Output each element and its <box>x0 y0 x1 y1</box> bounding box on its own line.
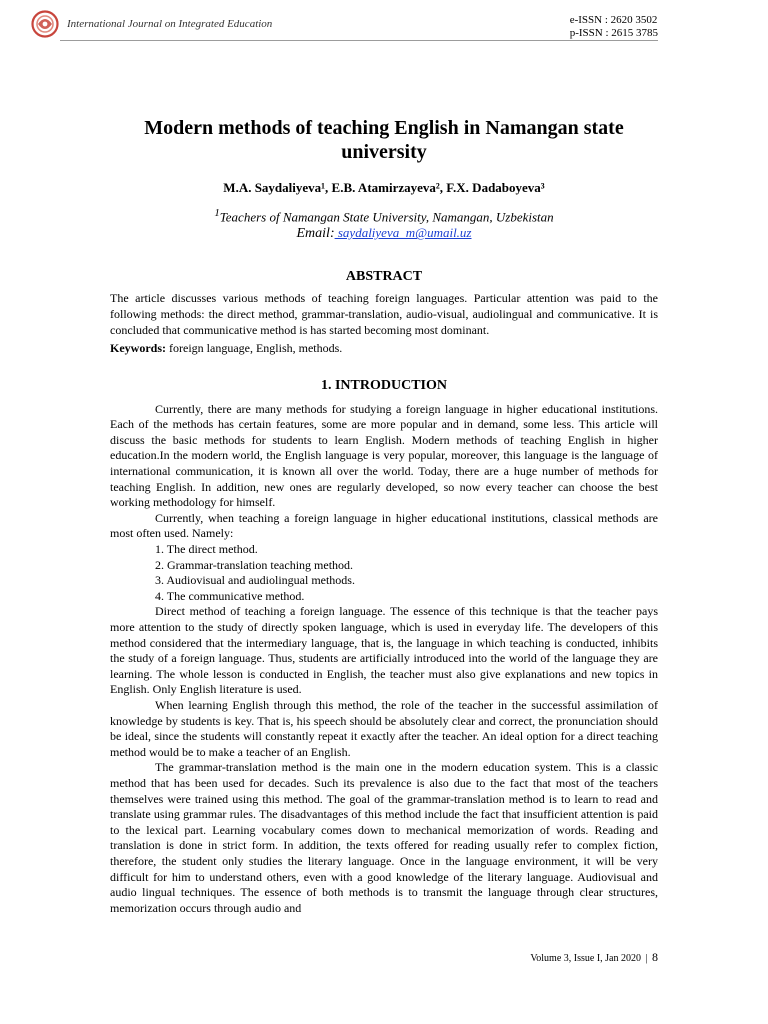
paragraph: Direct method of teaching a foreign language. The essence of this technique is that the teacher pays more attention to the study of directly spoken language, which is used in everyday life. The developers of this method considered that the intermediary language, that is, the language in which teaching is conducted, inhibits the study of a foreign language. Thus, students are artificially introduced into the world of the language they are learning. The whole lesson is conducted in English, the teacher must also give explanations and new topics in English. Only English literature is used. <box>110 604 658 697</box>
journal-name: International Journal on Integrated Education <box>67 18 273 30</box>
paragraph: Currently, when teaching a foreign language in higher educational institutions, classical methods are most often used. Namely: <box>110 510 658 541</box>
paper-title: Modern methods of teaching English in Namangan state university <box>144 117 624 163</box>
volume-info: Volume 3, Issue I, Jan 2020 <box>530 953 641 964</box>
paragraph: The grammar-translation method is the main one in the modern education system. This is a classic method that has been used for decades. Such its prevalence is also due to the fact that most of the teachers themselves were trained using this method. The goal of the grammar-translation method is to learn to read and translate using grammar rules. The disadvantages of this method include the fact that insufficient attention is paid to the lexical part. Learning vocabulary comes down to mechanical memorization of words. Reading and translation is done in strict form. In addition, the texts offered for reading usually refer to complex fiction, therefore, the student only studies the literary language. Once in the language environment, it will be very difficult for him to understand others, even with a good knowledge of the literary language. Audiovisual and audio lingual techniques. The essence of both methods is to transmit the language through clear structures, memorization occurs through audio and <box>110 760 658 915</box>
keywords <box>110 341 658 357</box>
paper-body <box>110 110 658 916</box>
paragraph: When learning English through this method, the role of the teacher in the successful assimilation of knowledge by students is key. That is, his speech should be absolutely clear and correct, the pronunciation should be ideal, since the students will constantly repeat it exactly after the teacher. An ideal option for a direct teaching method would be to make a teacher of an English. <box>110 697 658 759</box>
page-footer <box>530 950 658 965</box>
email-label: Email: <box>296 226 335 242</box>
introduction-heading: 1. INTRODUCTION <box>320 377 447 393</box>
eissn: e-ISSN : 2620 3502 <box>569 14 658 26</box>
issn-block <box>570 14 658 40</box>
affiliation-marker: 1 <box>214 207 220 219</box>
page-header <box>0 0 768 60</box>
paragraph: Currently, there are many methods for studying a foreign language in higher educational institutions. Each of the methods has certain features, some are more popular and in demand, some less. This article will discuss the basic methods for students to learn English. Modern methods of teaching English in higher education.In the modern world, the English language is very popular, moreover, this language is the language of international communication, it is known all over the world. Today, there are a huge number of methods for teaching English. In addition, new ones are regularly developed, so now every teacher can choose the best working methodology for himself. <box>110 401 658 510</box>
list-item: 2. Grammar-translation teaching method. <box>155 557 354 572</box>
affiliation <box>110 205 658 225</box>
list-item: 3. Audiovisual and audiolingual methods. <box>155 573 355 588</box>
abstract-text: The article discusses various methods of teaching foreign languages. Particular attention was paid to the following methods: the direct method, grammar-translation, audio-visual, audiolingual and communicative. It is concluded that communicative method is has started becoming most dominant. <box>110 291 658 337</box>
authors: M.A. Saydaliyeva¹, E.B. Atamirzayeva², F.X. Dadaboyeva³ <box>223 180 545 195</box>
journal-logo-icon <box>31 10 59 38</box>
page-number: 8 <box>652 950 658 964</box>
keywords-label: Keywords: <box>110 341 166 356</box>
list-item: 1. The direct method. <box>155 542 258 557</box>
keywords-text: foreign language, English, methods. <box>166 341 343 356</box>
abstract-heading: ABSTRACT <box>345 269 423 285</box>
email-link[interactable]: saydaliyeva_m@umail.uz <box>334 225 472 241</box>
pissn: p-ISSN : 2615 3785 <box>569 27 658 39</box>
footer-separator: | <box>645 953 648 964</box>
list-item: 4. The communicative method. <box>155 588 305 603</box>
email-line <box>110 225 658 242</box>
affiliation-text: Teachers of Namangan State University, Namangan, Uzbekistan <box>219 209 554 225</box>
header-divider <box>60 40 658 41</box>
